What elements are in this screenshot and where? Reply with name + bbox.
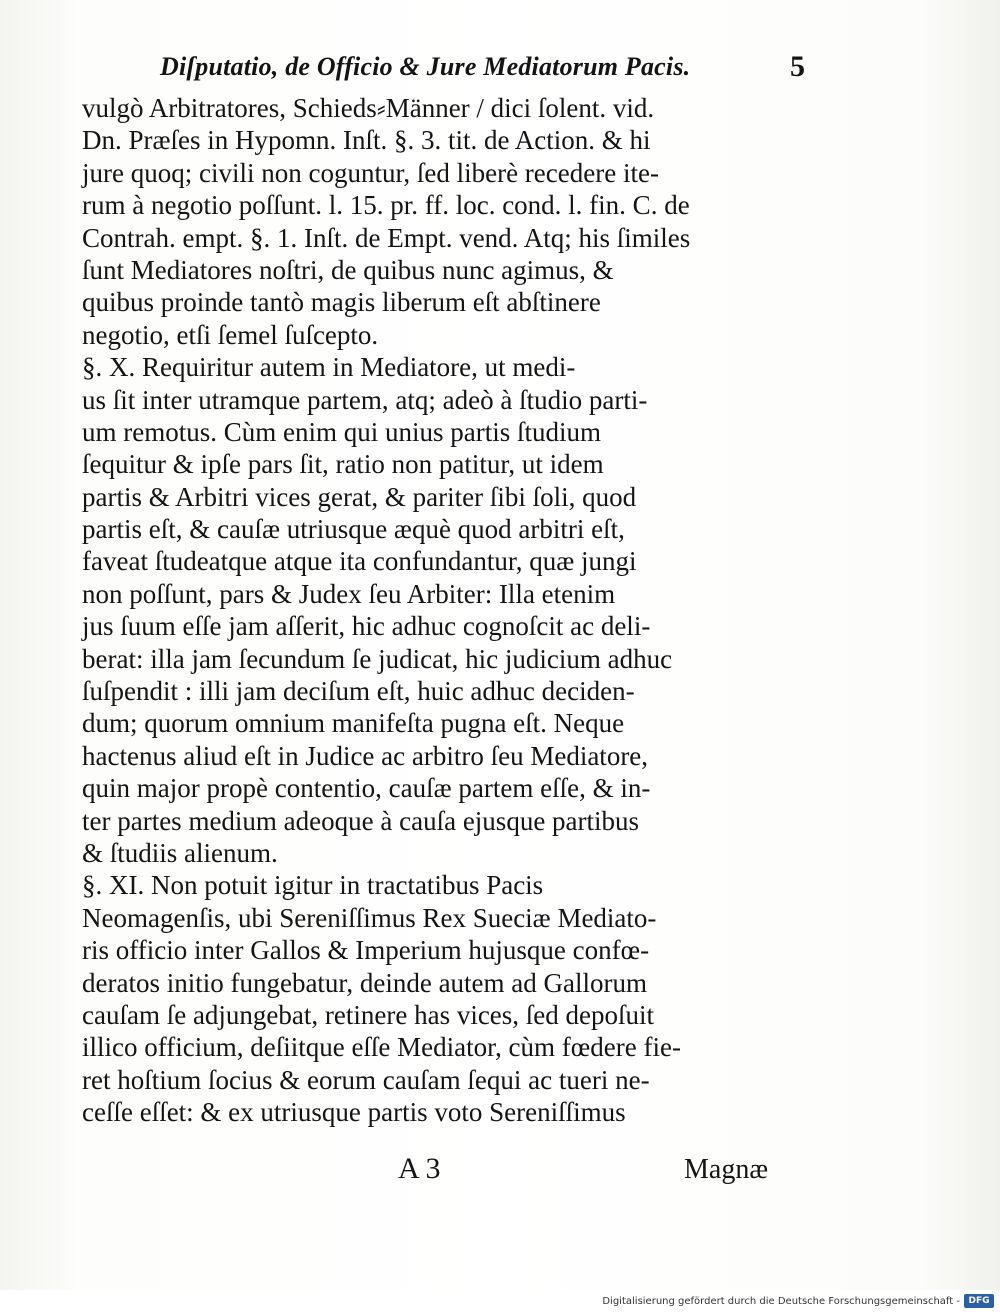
signature-mark: A 3 (398, 1152, 441, 1185)
body-text (82, 92, 812, 1129)
dfg-logo-icon: DFG (964, 1294, 994, 1308)
text-line: faveat ſtudeatque atque ita confundantur, quæ jungi (82, 546, 637, 577)
text-line: quibus proinde tantò magis liberum eſt abſtinere (82, 287, 601, 318)
text-line: jus ſuum eſſe jam aſſerit, hic adhuc cognoſcit ac deli- (82, 611, 651, 642)
text-line: illico officium, deſiitque eſſe Mediator, cùm fœdere fie- (82, 1032, 681, 1063)
running-title: Diſputatio, de Officio & Jure Mediatorum Pacis. (160, 52, 691, 81)
text-line: Contrah. empt. §. 1. Inſt. de Empt. vend. Atq; his ſimiles (82, 222, 691, 253)
text-line: partis & Arbitri vices gerat, & pariter ſibi ſoli, quod (82, 481, 637, 512)
text-line: Dn. Præſes in Hypomn. Inſt. §. 3. tit. de Action. & hi (82, 125, 651, 156)
footer-credit: Digitalisierung gefördert durch die Deutsche Forschungsgemeinschaft - (602, 1296, 960, 1307)
text-line: berat: illa jam ſecundum ſe judicat, hic judicium adhuc (82, 643, 673, 674)
text-line: hactenus aliud eſt in Judice ac arbitro ſeu Mediatore, (82, 740, 649, 771)
text-line: ris officio inter Gallos & Imperium hujusque confœ- (82, 935, 650, 966)
page-number: 5 (790, 50, 805, 83)
text-line: ſuſpendit : illi jam deciſum eſt, huic adhuc deciden- (82, 676, 635, 707)
text-line: ſunt Mediatores noſtri, de quibus nunc agimus, & (82, 254, 614, 285)
text-line: jure quoq; civili non coguntur, ſed liberè recedere ite- (82, 157, 659, 188)
text-line: negotio, etſi ſemel ſuſcepto. (82, 319, 379, 350)
text-line: partis eſt, & cauſæ utriusque æquè quod arbitri eſt, (82, 514, 625, 545)
text-line: rum à negotio poſſunt. l. 15. pr. ff. loc. cond. l. fin. C. de (82, 190, 690, 221)
text-line: §. X. Requiritur autem in Mediatore, ut medi- (82, 352, 576, 383)
text-line: & ſtudiis alienum. (82, 837, 278, 868)
text-line: ret hoſtium ſocius & eorum cauſam ſequi ac tueri ne- (82, 1064, 650, 1095)
text-line: non poſſunt, pars & Judex ſeu Arbiter: Illa etenim (82, 578, 616, 609)
text-line: dum; quorum omnium manifeſta pugna eſt. Neque (82, 708, 625, 739)
text-line: deratos initio fungebatur, deinde autem ad Gallorum (82, 967, 647, 998)
text-line: ter partes medium adeoque à cauſa ejusque partibus (82, 805, 640, 836)
text-line: ſequitur & ipſe pars ſit, ratio non patitur, ut idem (82, 449, 604, 480)
text-line: §. XI. Non potuit igitur in tractatibus Pacis (82, 870, 544, 901)
text-line: quin major propè contentio, cauſæ partem eſſe, & in- (82, 773, 651, 804)
text-line: ceſſe eſſet: & ex utriusque partis voto Sereniſſimus (82, 1097, 626, 1128)
text-line: Neomagenſis, ubi Sereniſſimus Rex Sueciæ Mediato- (82, 902, 657, 933)
catchword: Magnæ (684, 1154, 768, 1185)
text-line: vulgò Arbitratores, Schieds⸗Männer / dici ſolent. vid. (82, 93, 655, 123)
text-line: us ſit inter utramque partem, atq; adeò à ſtudio parti- (82, 384, 648, 415)
text-line: um remotus. Cùm enim qui unius partis ſtudium (82, 416, 601, 447)
text-line: cauſam ſe adjungebat, retinere has vices, ſed depoſuit (82, 999, 655, 1030)
